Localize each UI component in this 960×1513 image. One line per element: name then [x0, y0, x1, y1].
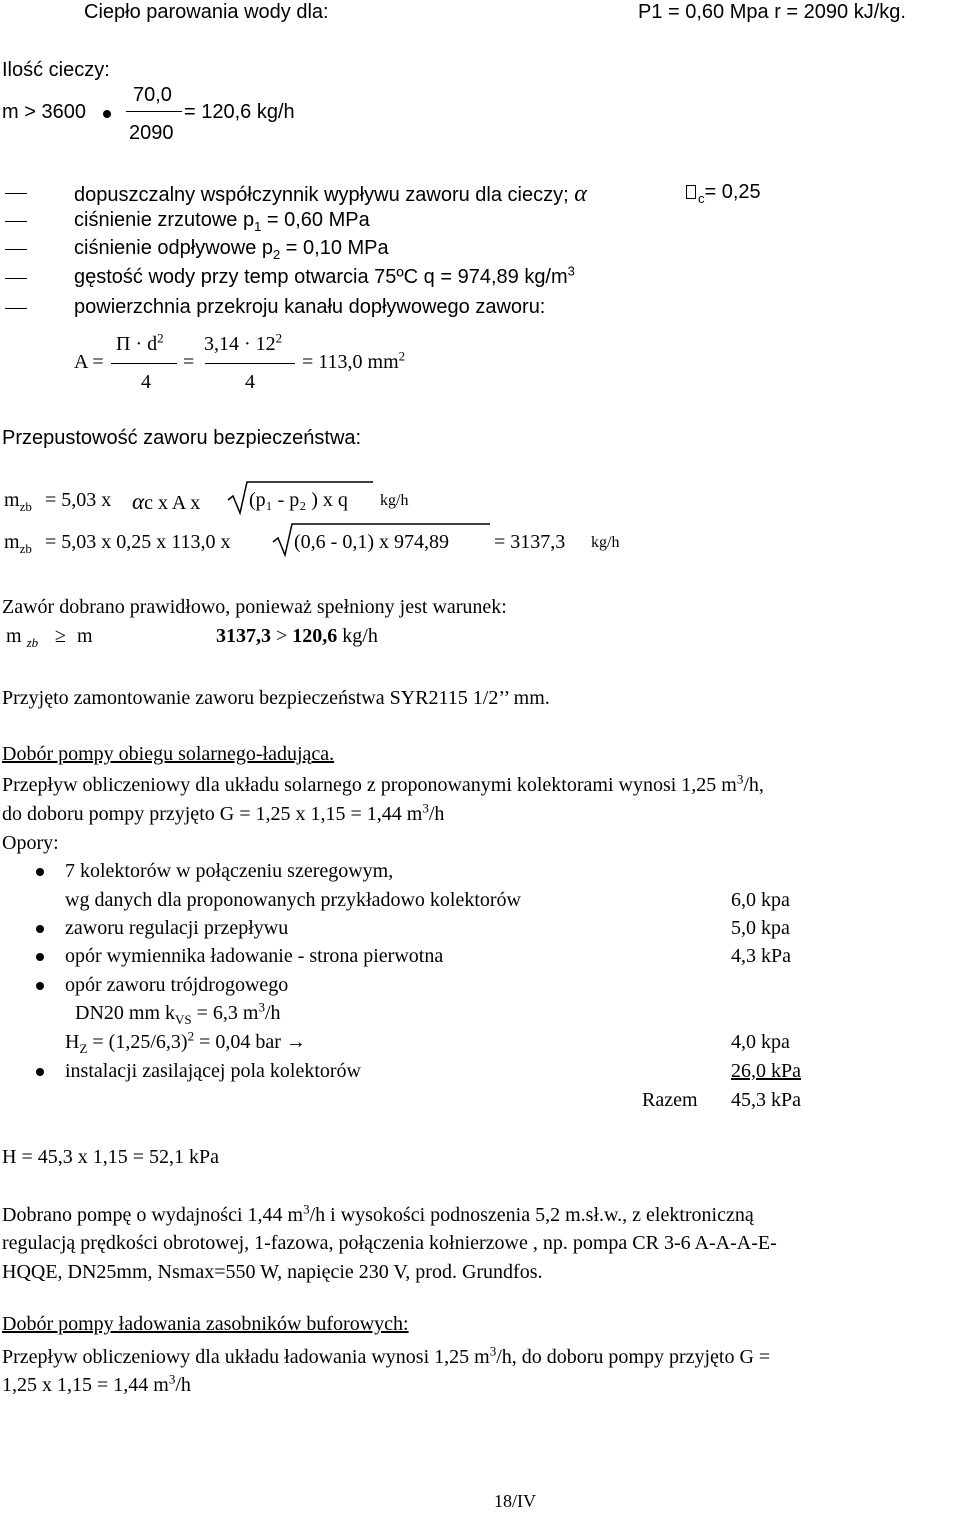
list-dash [5, 278, 27, 279]
buffer-line-1: Przepływ obliczeniowy dla układu ładowania wynosi 1,25 $m^3/h$, do doboru pompy przyjęto G = [2, 1343, 771, 1368]
formula-root: (p₁ - p₂ ) x q [249, 489, 348, 511]
calc-mid: = 5,03 x 0,25 x 113,0 x [45, 531, 231, 553]
area-eq: = [183, 351, 195, 373]
resist-item-3: zaworu regulacji przepływu [65, 917, 289, 939]
solar-flow-1: Przepływ obliczeniowy dla układu solarnego z proponowanymi kolektorami wynosi 1,25 $m^3/h$, [2, 771, 764, 796]
fraction-bar [126, 111, 182, 112]
header-right: P1 = 0,60 Mpa r = 2090 kJ/kg. [638, 1, 906, 23]
h-calc: H = 45,3 x 1,15 = 52,1 kPa [2, 1146, 220, 1168]
resist-label: Opory: [2, 832, 59, 854]
solar-flow-2: do doboru pompy przyjęto G = 1,25 x 1,15 = 1,44 $m^3/h$ [2, 800, 445, 825]
missing-glyph-box [686, 185, 696, 199]
area-num1: $\Pi \cdot d^2$ [116, 330, 164, 355]
condition-lhs: m $_{zb}$ [6, 625, 39, 650]
area-fraction-bar-2 [205, 363, 295, 364]
area-num2: $3,14 \cdot 12^2$ [204, 330, 283, 355]
liquid-numerator: 70,0 [133, 84, 172, 106]
page-number: 18/IV [494, 1491, 536, 1511]
bullet [36, 982, 44, 990]
hz-value: 4,0 kpa [731, 1031, 790, 1053]
calc-mzb: $m_{zb}$ [4, 531, 32, 556]
list-dash [5, 193, 27, 194]
adopted-valve: Przyjęto zamontowanie zaworu bezpieczeństwa SYR2115 1/2’’ mm. [2, 687, 550, 709]
condition-values: 3137,3 > 120,6 kg/h [216, 625, 378, 647]
dn-line: DN20 mm $k_{VS} = 6,3$ $m^3/h$ [75, 999, 281, 1027]
total-label: Razem [642, 1089, 698, 1111]
bullet [36, 925, 44, 933]
resist-item-3-value: 5,0 kpa [731, 917, 790, 939]
resist-item-2: wg danych dla proponowanych przykładowo kolektorów [65, 889, 521, 911]
param-density: gęstość wody przy temp otwarcia 75ºC q = 974,89 $kg/m^3$ [74, 263, 575, 288]
param-p1: ciśnienie zrzutowe $p_1 = 0,60$ MPa [74, 209, 370, 234]
list-dash [5, 308, 27, 309]
formula-mid: = 5,03 x [45, 489, 112, 511]
multiply-dot [103, 110, 111, 118]
hz-line: $H_Z = (1,25/6,3)^2 = 0,04$ bar → [65, 1028, 306, 1056]
param-alpha-value: $_c$= 0,25 [698, 181, 761, 206]
formula-unit: kg/h [380, 492, 409, 509]
area-fraction-bar-1 [111, 363, 177, 364]
calc-root: (0,6 - 0,1) x 974,89 [294, 531, 449, 553]
calc-unit: kg/h [591, 534, 620, 551]
bullet [36, 868, 44, 876]
formula-alpha-part: αc x A x [132, 489, 201, 514]
area-den2: 4 [245, 371, 255, 393]
chosen-pump-2: regulacją prędkości obrotowej, 1-fazowa, połączenia kołnierzowe , np. pompa CR 3-6 A-A-A-E- [2, 1232, 777, 1254]
liquid-denominator: 2090 [129, 122, 174, 144]
resist-item-6: instalacji zasilającej pola kolektorów [65, 1060, 361, 1082]
formula-mzb: $m_{zb}$ [4, 489, 32, 514]
chosen-pump-1: Dobrano pompę o wydajności 1,44 $m^3/h$ i wysokości podnoszenia 5,2 m.sł.w., z elektroniczną [2, 1201, 754, 1226]
liquid-result: = 120,6 kg/h [184, 101, 295, 123]
bullet [36, 953, 44, 961]
total-value: 45,3 kPa [731, 1089, 801, 1111]
conclusion-line: Zawór dobrano prawidłowo, ponieważ spełniony jest warunek: [2, 596, 507, 618]
resist-item-5: opór zaworu trójdrogowego [65, 974, 289, 996]
geq-sign: ≥ [55, 625, 66, 647]
resist-item-2-value: 6,0 kpa [731, 889, 790, 911]
area-lhs: A = [74, 351, 104, 373]
area-den1: 4 [141, 371, 151, 393]
area-result: = 113,0 $mm^2$ [302, 348, 406, 373]
param-area: powierzchnia przekroju kanału dopływowego zaworu: [74, 296, 546, 318]
calc-result: = 3137,3 [494, 531, 566, 553]
liquid-label: Ilość cieczy: [2, 59, 110, 81]
param-p2: ciśnienie odpływowe $p_2 = 0,10$ MPa [74, 237, 389, 262]
list-dash [5, 221, 27, 222]
param-alpha: dopuszczalny współczynnik wypływu zaworu dla cieczy; α [74, 181, 587, 207]
resist-item-6-value: 26,0 kPa [731, 1060, 801, 1082]
condition-rhs: m [77, 625, 93, 647]
chosen-pump-3: HQQE, DN25mm, Nsmax=550 W, napięcie 230 V, prod. Grundfos. [2, 1261, 543, 1283]
bullet [36, 1068, 44, 1076]
solar-heading: Dobór pompy obiegu solarnego-ładująca. [2, 743, 335, 765]
header-left: Ciepło parowania wody dla: [84, 1, 329, 23]
throughput-title: Przepustowość zaworu bezpieczeństwa: [2, 427, 362, 449]
resist-item-1: 7 kolektorów w połączeniu szeregowym, [65, 860, 394, 882]
buffer-line-2: 1,25 x 1,15 = 1,44 $m^3/h$ [2, 1371, 191, 1396]
list-dash [5, 249, 27, 250]
liquid-lhs: m > 3600 [2, 101, 86, 123]
resist-item-4: opór wymiennika ładowanie - strona pierwotna [65, 945, 444, 967]
resist-item-4-value: 4,3 kPa [731, 945, 791, 967]
buffer-heading: Dobór pompy ładowania zasobników buforowych: [2, 1313, 409, 1335]
